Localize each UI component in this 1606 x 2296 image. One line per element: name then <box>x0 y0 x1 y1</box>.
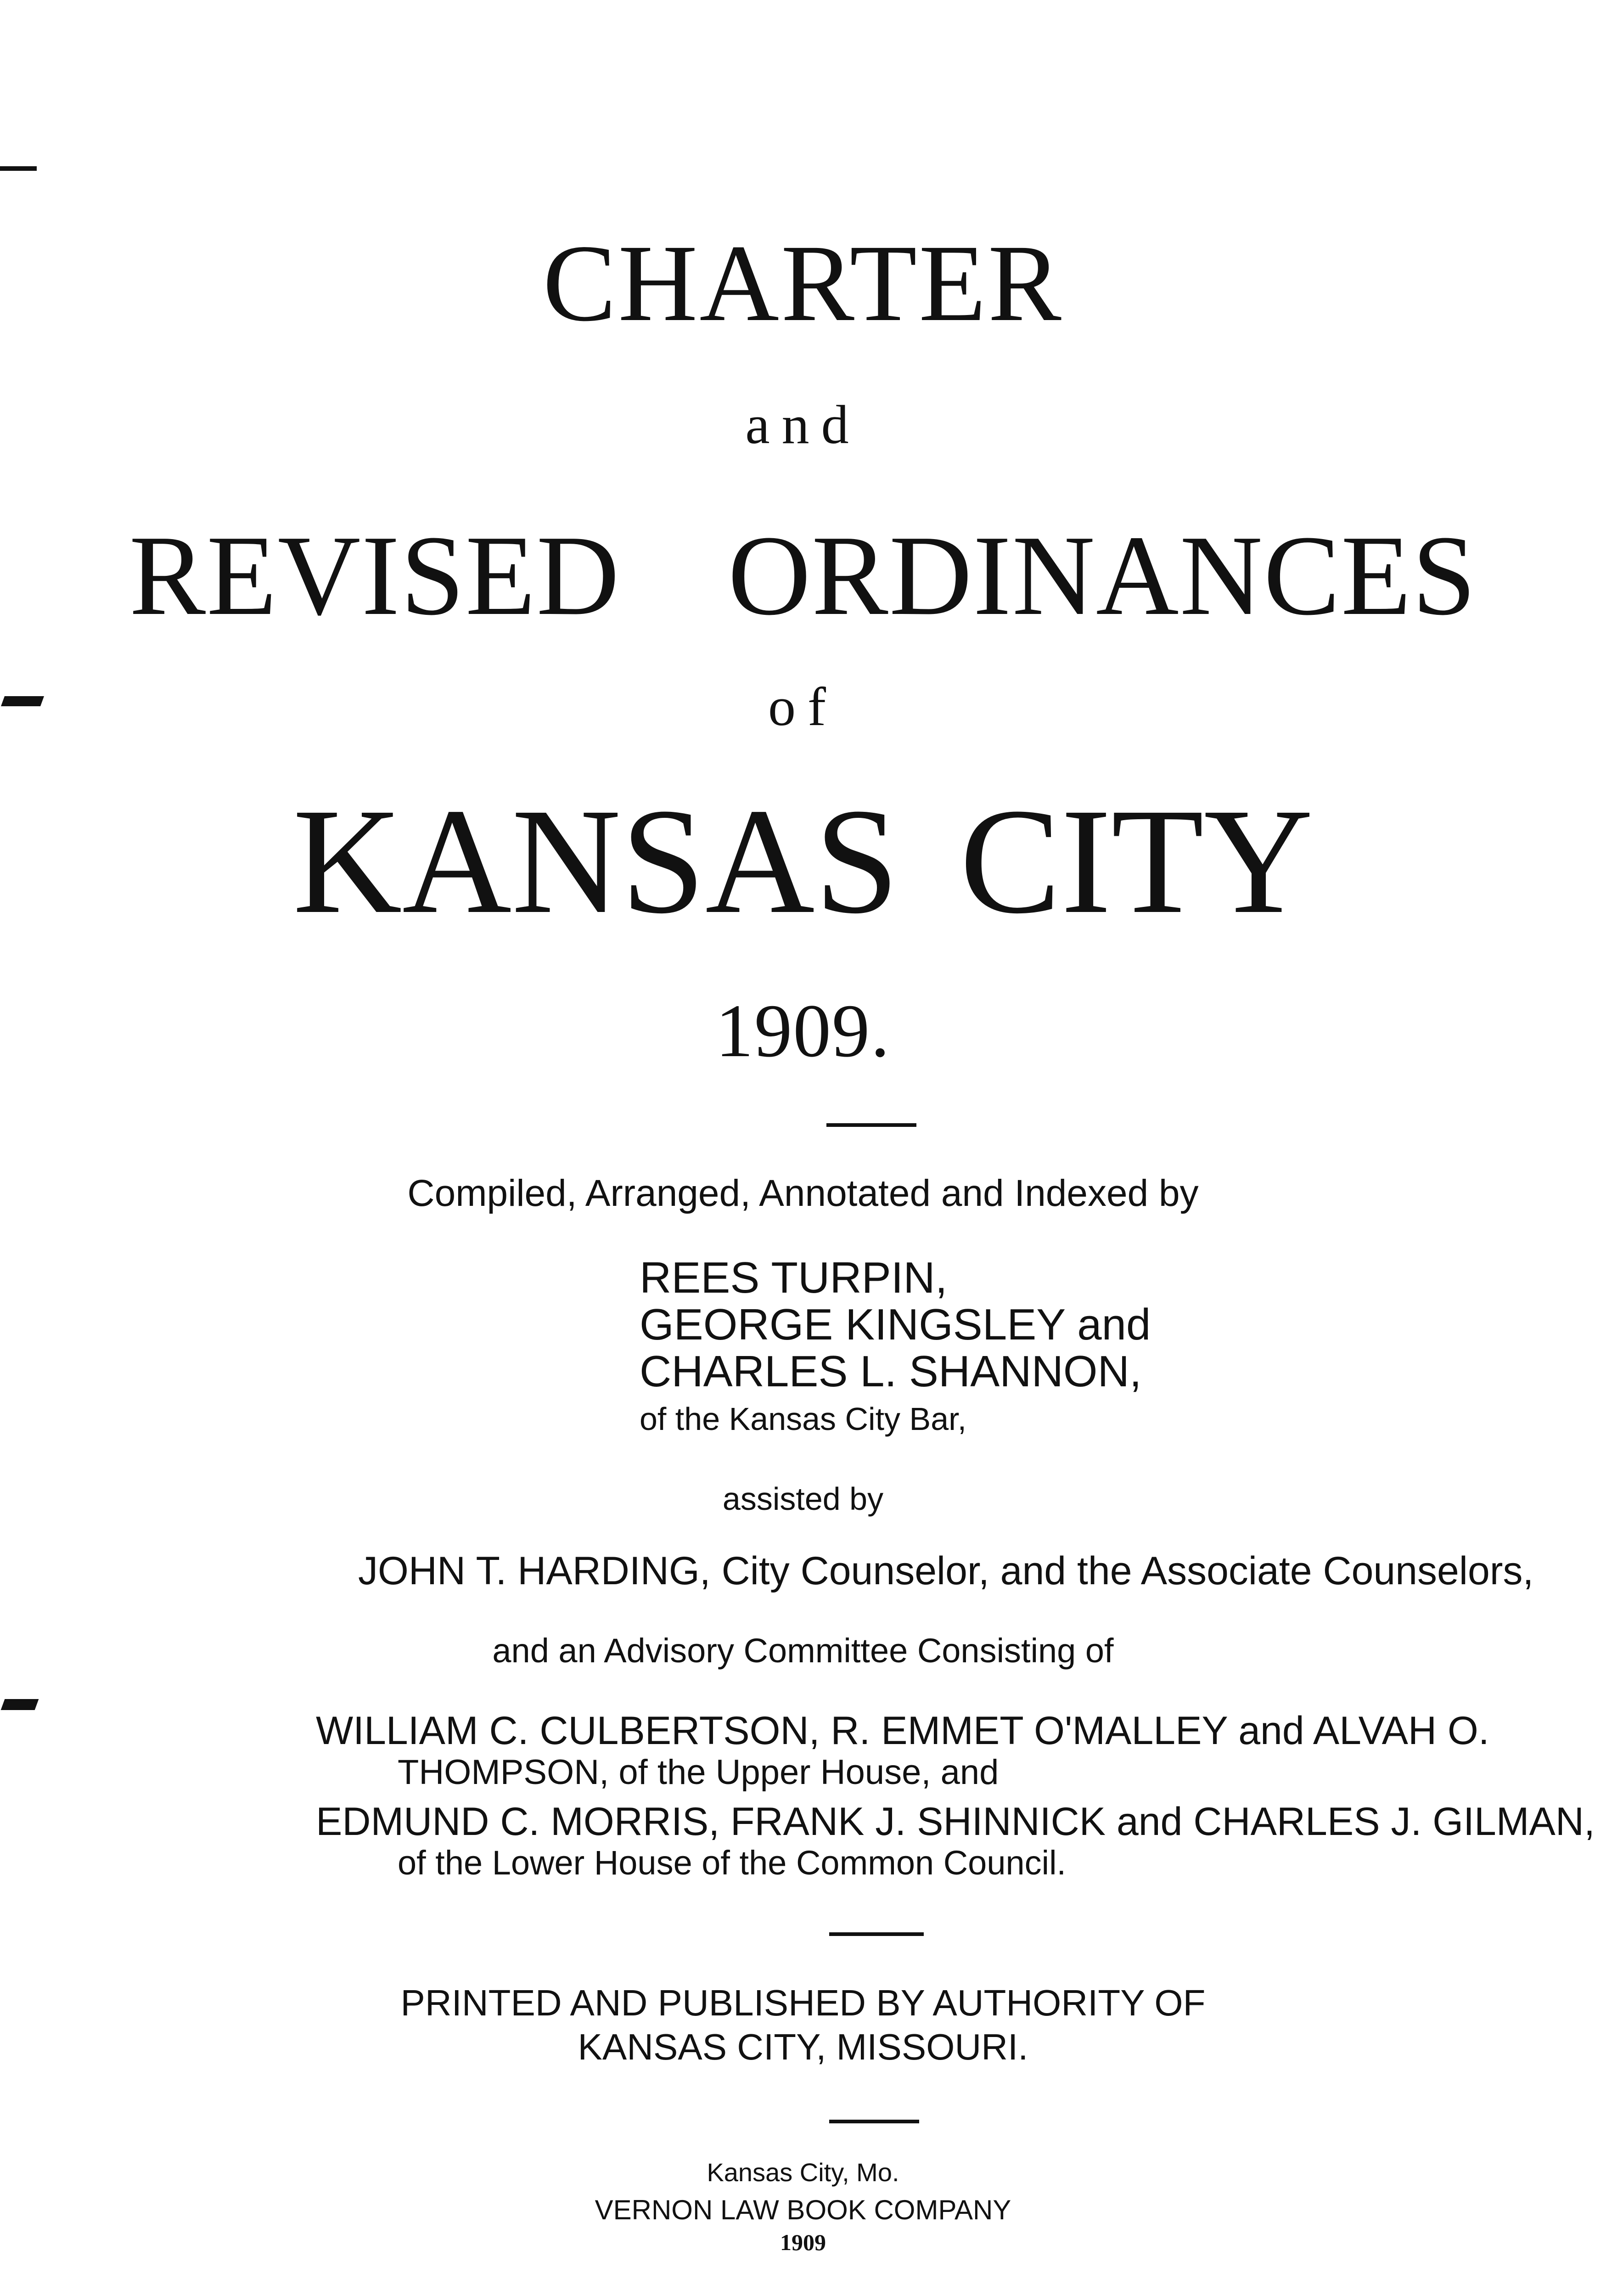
author-name: REES TURPIN, <box>640 1253 948 1302</box>
authority-place: KANSAS CITY, MISSOURI. <box>578 2026 1028 2067</box>
scan-margin-mark <box>1 1699 39 1710</box>
bar-affiliation: of the Kansas City Bar, <box>639 1401 967 1437</box>
title-year: 1909. <box>715 989 891 1073</box>
title-charter: CHARTER <box>543 222 1063 344</box>
author-name: GEORGE KINGSLEY and <box>640 1300 1151 1349</box>
title-and: and <box>745 394 861 455</box>
imprint-place: Kansas City, Mo. <box>707 2158 899 2187</box>
upper-house-members: WILLIAM C. CULBERTSON, R. EMMET O'MALLEY and ALVAH O. <box>316 1709 1489 1753</box>
imprint-year: 1909 <box>780 2229 826 2255</box>
title-of: of <box>768 676 838 737</box>
counselor-line: JOHN T. HARDING, City Counselor, and the Associate Counselors, <box>358 1549 1534 1593</box>
advisory-committee-line: and an Advisory Committee Consisting of <box>492 1632 1114 1670</box>
assisted-by-line: assisted by <box>722 1481 884 1517</box>
authority-line: PRINTED AND PUBLISHED BY AUTHORITY OF <box>400 1982 1206 2023</box>
title-revised-ordinances: REVISED ORDINANCES <box>129 512 1477 639</box>
title-kansas-city: KANSAS CITY <box>292 777 1314 945</box>
imprint-publisher: VERNON LAW BOOK COMPANY <box>595 2195 1011 2225</box>
divider-rule <box>829 1932 924 1936</box>
lower-house-members-cont: of the Lower House of the Common Council. <box>398 1844 1067 1882</box>
divider-rule <box>826 1123 916 1127</box>
upper-house-members-cont: THOMPSON, of the Upper House, and <box>398 1753 999 1792</box>
compiled-by-line: Compiled, Arranged, Annotated and Indexed by <box>407 1172 1199 1214</box>
author-name: CHARLES L. SHANNON, <box>640 1347 1142 1396</box>
lower-house-members: EDMUND C. MORRIS, FRANK J. SHINNICK and CHARLES J. GILMAN, <box>316 1800 1595 1844</box>
scan-margin-mark <box>0 166 37 171</box>
divider-rule <box>829 2120 919 2123</box>
